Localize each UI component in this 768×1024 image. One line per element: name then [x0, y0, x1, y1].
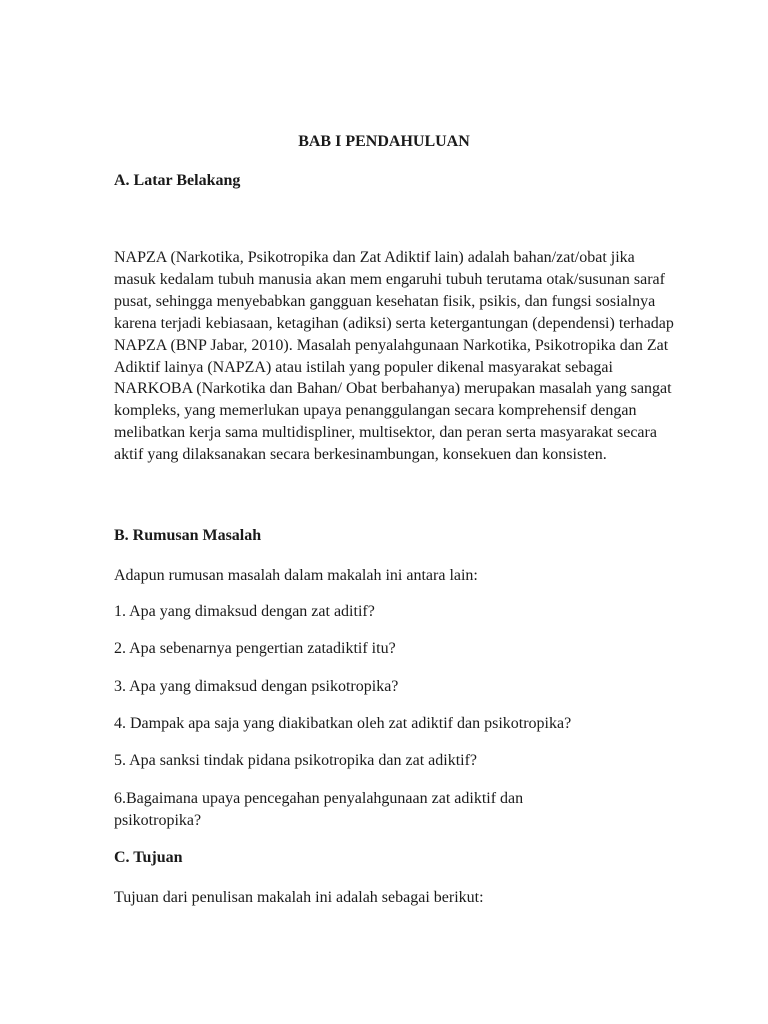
- list-item: 2. Apa sebenarnya pengertian zatadiktif itu?: [114, 640, 396, 657]
- paragraph-latar-belakang: NAPZA (Narkotika, Psikotropika dan Zat Adiktif lain) adalah bahan/zat/obat jika masuk kedalam tubuh manusia akan mem engaruhi tubuh terutama otak/susunan saraf pusat, sehingga menyebabkan gangguan kesehatan fisik, psikis, dan fungsi sosialnya karena terjadi kebiasaan, ketagihan (adiksi) serta ketergantungan (dependensi) terhadap NAPZA (BNP Jabar, 2010). Masalah penyalahgunaan Narkotika, Psikotropika dan Zat Adiktif lainya (NAPZA) atau istilah yang populer dikenal masyarakat sebagai NARKOBA (Narkotika dan Bahan/ Obat berbahanya) merupakan masalah yang sangat kompleks, yang memerlukan upaya penanggulangan secara komprehensif dengan melibatkan kerja sama multidispliner, multisektor, dan peran serta masyarakat secara aktif yang dilaksanakan secara berkesinambungan, konsekuen dan konsisten.: [114, 249, 674, 464]
- section-heading-tujuan: C. Tujuan: [114, 849, 183, 866]
- section-heading-rumusan-masalah: B. Rumusan Masalah: [114, 527, 262, 544]
- list-item: 6.Bagaimana upaya pencegahan penyalahgunaan zat adiktif dan psikotropika?: [114, 790, 524, 829]
- tujuan-intro: Tujuan dari penulisan makalah ini adalah sebagai berikut:: [114, 889, 484, 906]
- list-item: 1. Apa yang dimaksud dengan zat aditif?: [114, 603, 375, 620]
- list-item: 3. Apa yang dimaksud dengan psikotropika?: [114, 678, 399, 695]
- section-heading-latar-belakang: A. Latar Belakang: [114, 172, 241, 189]
- rumusan-intro: Adapun rumusan masalah dalam makalah ini antara lain:: [114, 567, 478, 584]
- list-item: 5. Apa sanksi tindak pidana psikotropika dan zat adiktif?: [114, 752, 478, 769]
- list-item: 4. Dampak apa saja yang diakibatkan oleh zat adiktif dan psikotropika?: [114, 715, 572, 732]
- page-title: BAB I PENDAHULUAN: [298, 133, 470, 150]
